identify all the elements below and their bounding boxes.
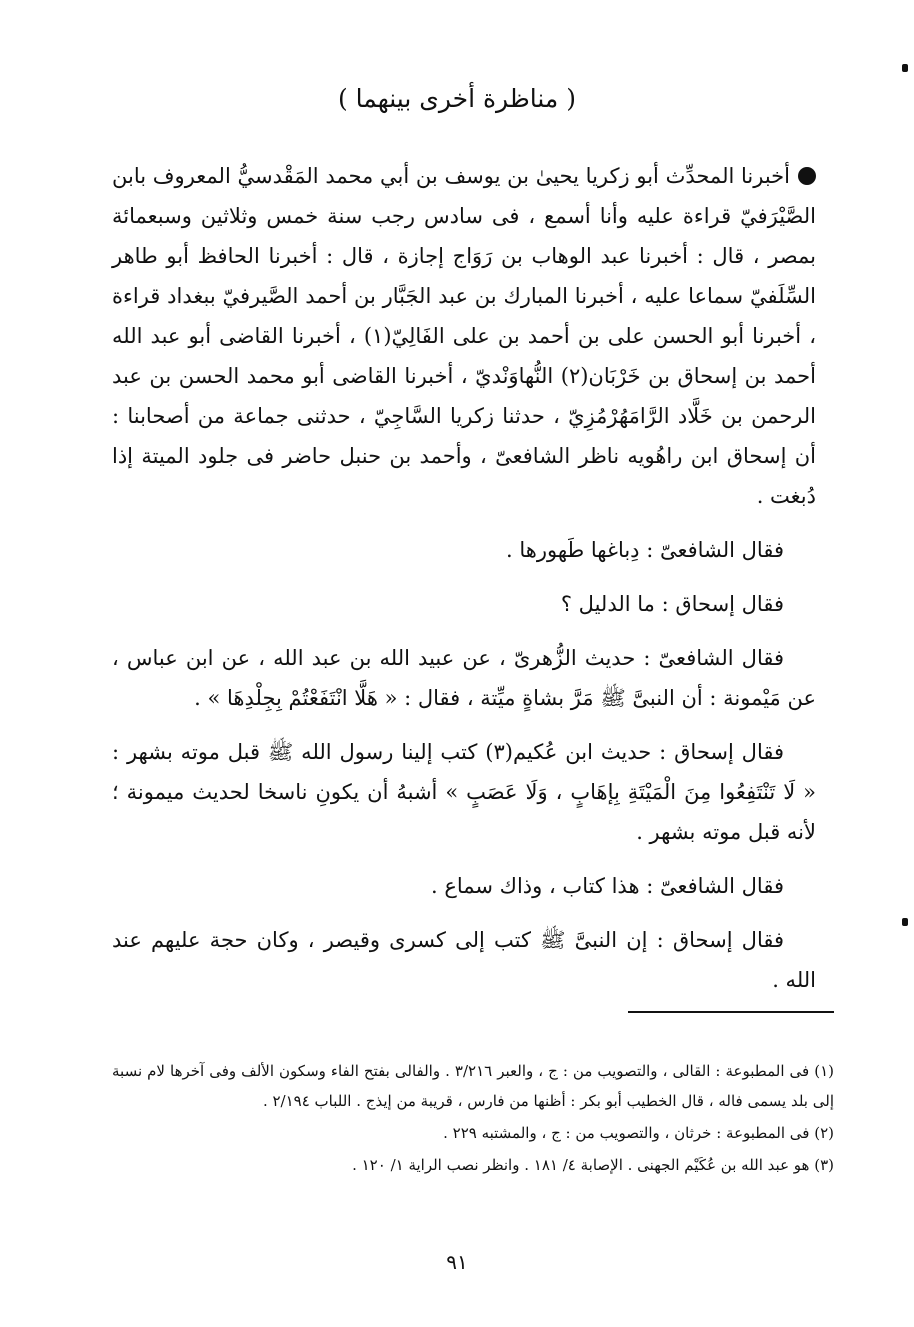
paragraph: فقال الشافعىّ : هذا كتاب ، وذاك سماع .	[430, 874, 784, 898]
scan-edge-mark-top	[902, 64, 908, 72]
page-title: ( مناظرة أخرى بينهما )	[337, 84, 577, 113]
footnote-divider	[628, 1011, 834, 1013]
paragraph: فقال الشافعىّ : حديث الزُّهرىّ ، عن عبيد الله بن عبد الله ، عن ابن عباس ، عن مَيْمونة : أن النبىَّ ﷺ مَرَّ بشاةٍ ميِّتة ، فقال : « هَلَّا انْتَفَعْتُمْ بِجِلْدِهَا » .	[112, 646, 816, 710]
paragraph: فقال إسحاق : ما الدليل ؟	[560, 592, 784, 616]
footnote: (٣) هو عبد الله بن عُكَيْم الجهنى . الإصابة ٤/ ١٨١ . وانظر نصب الراية ١/ ١٢٠ .	[352, 1156, 834, 1174]
footnotes	[112, 1056, 834, 1182]
opening-paragraph	[112, 156, 816, 516]
paragraph: فقال إسحاق : حديث ابن عُكيم(٣) كتب إلينا رسول الله ﷺ قبل موته بشهر : « لَا تَنْتَفِعُوا مِنَ الْمَيْتَةِ بِإهَابٍ ، وَلَا عَصَبٍ » أشبهُ أن يكونِ ناسخا لحديث ميمونة ؛ لأنه قبل موته بشهر .	[112, 740, 816, 844]
main-text	[112, 156, 816, 1000]
scan-edge-mark-bottom	[902, 918, 908, 926]
bullet-icon	[798, 167, 816, 185]
page-number: ٩١	[446, 1250, 468, 1274]
paragraph: فقال الشافعىّ : دِباغها طَهورها .	[506, 538, 784, 562]
paragraph: فقال إسحاق : إن النبىَّ ﷺ كتب إلى كسرى وقيصر ، وكان حجة عليهم عند الله .	[112, 928, 816, 992]
footnote: (١) فى المطبوعة : القالى ، والتصويب من : ج ، والعبر ٣/٢١٦ . والفالى بفتح الفاء وسكون الألف وفى آخرها لام نسبة إلى بلد يسمى فاله ، قال الخطيب أبو بكر : أظنها من فارس ، قريبة من إيذج . اللباب ٢/١٩٤ .	[112, 1062, 834, 1110]
paragraph-text: أخبرنا المحدِّث أبو زكريا يحيىٰ بن يوسف بن أبي محمد المَقْدسيُّ المعروف بابن الصَّيْرَفيّ قراءة عليه وأنا أسمع ، فى سادس رجب سنة خمس وثلاثين وسبعمائة بمصر ، قال : أخبرنا عبد الوهاب بن رَوَاج إجازة ، قال : أخبرنا الحافظ أبو طاهر السِّلَفيّ سماعا عليه ، أخبرنا المبارك بن عبد الجَبَّار بن أحمد الصَّيرفيّ ببغداد قراءة ، أخبرنا أبو الحسن على بن أحمد بن على الفَالِيّ(١) ، أخبرنا القاضى أبو عبد الله أحمد بن إسحاق بن خَرْبَان(٢) النُّهاوَنْديّ ، أخبرنا القاضى أبو محمد الحسن بن عبد الرحمن بن خَلَّاد الرَّامَهُرْمُزِيّ ، حدثنا زكريا السَّاجِيّ ، حدثنى جماعة من أصحابنا : أن إسحاق ابن راهُويه ناظر الشافعىّ ، وأحمد بن حنبل حاضر فى جلود الميتة إذا دُبغت .	[112, 164, 816, 508]
footnote: (٢) فى المطبوعة : خرثان ، والتصويب من : ج ، والمشتبه ٢٢٩ .	[443, 1124, 834, 1142]
